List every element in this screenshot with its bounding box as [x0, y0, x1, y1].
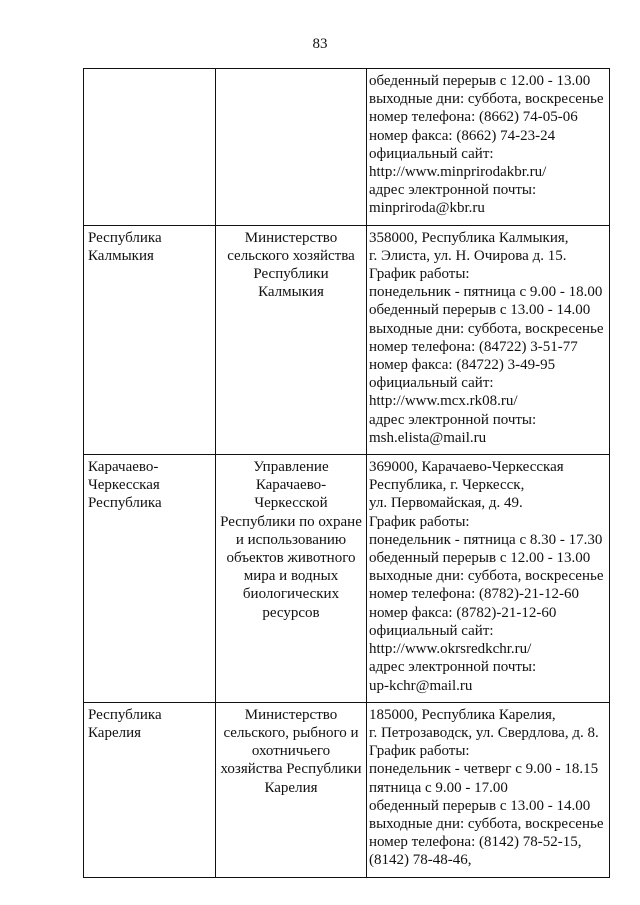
ministry-line: Республики по охране: [220, 513, 362, 530]
details-line: номер факса: (8782)-21-12-60: [369, 604, 557, 621]
ministry-line: сельского хозяйства: [227, 247, 355, 264]
ministry-cell: [216, 69, 367, 226]
details-line: up-kchr@mail.ru: [369, 677, 473, 694]
details-line: (8142) 78-48-46,: [369, 852, 472, 869]
table-row: [84, 225, 610, 454]
ministry-line: охотничьего: [251, 743, 331, 760]
details-line: http://www.okrsredkchr.ru/: [369, 641, 532, 658]
details-line: адрес электронной почты:: [369, 182, 537, 199]
details-line: выходные дни: суббота, воскресенье: [369, 320, 604, 337]
details-line: minpriroda@kbr.ru: [369, 200, 485, 217]
details-line: обеденный перерыв с 13.00 - 14.00: [369, 302, 591, 319]
region-line: Карелия: [88, 724, 142, 741]
table-row: [84, 702, 610, 877]
contacts-table: [83, 68, 610, 878]
details-line: 358000, Республика Калмыкия,: [369, 229, 569, 246]
details-line: обеденный перерыв с 12.00 - 13.00: [369, 73, 591, 89]
page-number: 83: [312, 36, 328, 52]
ministry-cell: [216, 225, 367, 454]
region-line: Республика: [88, 495, 162, 512]
ministry-line: Министерство: [244, 229, 338, 246]
details-line: понедельник - пятница с 9.00 - 18.00: [369, 284, 603, 301]
ministry-line: Карачаево-: [255, 477, 327, 494]
table-row: [84, 69, 610, 226]
details-line: г. Петрозаводск, ул. Свердлова, д. 8.: [369, 724, 599, 741]
details-line: ул. Первомайская, д. 49.: [369, 495, 523, 512]
details-cell: [367, 455, 610, 703]
region-line: Республика: [88, 229, 162, 246]
ministry-line: Министерство: [244, 706, 338, 723]
details-line: номер телефона: (8662) 74-05-06: [369, 109, 578, 126]
details-line: График работы:: [369, 513, 470, 530]
details-line: выходные дни: суббота, воскресенье: [369, 568, 604, 585]
region-line: Республика: [88, 706, 162, 723]
region-cell: [84, 455, 216, 703]
details-line: выходные дни: суббота, воскресенье: [369, 91, 604, 108]
details-line: пятница с 9.00 - 17.00: [369, 779, 508, 796]
ministry-line: Калмыкия: [258, 284, 324, 301]
details-line: номер факса: (84722) 3-49-95: [369, 357, 556, 374]
details-line: msh.elista@mail.ru: [369, 429, 487, 446]
details-line: понедельник - четверг с 9.00 - 18.15: [369, 761, 599, 778]
ministry-line: ресурсов: [262, 604, 320, 621]
details-line: понедельник - пятница с 8.30 - 17.30: [369, 531, 603, 548]
ministry-line: и использованию: [235, 531, 347, 548]
details-line: http://www.minprirodakbr.ru/: [369, 164, 547, 181]
details-line: Республика, г. Черкесск,: [369, 477, 525, 494]
details-cell: [367, 69, 610, 226]
details-line: официальный сайт:: [369, 622, 494, 639]
ministry-cell: [216, 702, 367, 877]
ministry-line: хозяйства Республики: [220, 761, 362, 778]
region-cell: [84, 702, 216, 877]
details-cell: [367, 225, 610, 454]
details-line: График работы:: [369, 266, 470, 283]
details-line: номер телефона: (84722) 3-51-77: [369, 338, 578, 355]
details-line: номер телефона: (8782)-21-12-60: [369, 586, 579, 603]
ministry-line: Черкесской: [254, 495, 328, 512]
ministry-line: Республики: [253, 266, 329, 283]
details-line: График работы:: [369, 743, 470, 760]
table-row: [84, 455, 610, 703]
details-line: официальный сайт:: [369, 145, 494, 162]
details-line: 185000, Республика Карелия,: [369, 706, 556, 723]
region-line: Калмыкия: [88, 247, 154, 264]
ministry-line: Карелия: [264, 779, 318, 796]
ministry-line: объектов животного: [226, 550, 356, 567]
details-line: адрес электронной почты:: [369, 411, 537, 428]
details-line: выходные дни: суббота, воскресенье: [369, 815, 604, 832]
region-line: Черкесская: [88, 477, 160, 494]
ministry-cell: [216, 455, 367, 703]
details-line: обеденный перерыв с 13.00 - 14.00: [369, 797, 591, 814]
details-line: 369000, Карачаево-Черкесская: [369, 459, 564, 476]
details-line: адрес электронной почты:: [369, 659, 537, 676]
table-body: [84, 69, 610, 878]
ministry-line: Управление: [253, 459, 329, 476]
details-line: номер факса: (8662) 74-23-24: [369, 127, 556, 144]
region-cell: [84, 69, 216, 226]
region-line: Карачаево-: [88, 459, 159, 476]
region-cell: [84, 225, 216, 454]
details-cell: [367, 702, 610, 877]
details-line: обеденный перерыв с 12.00 - 13.00: [369, 550, 591, 567]
ministry-line: сельского, рыбного и: [223, 724, 359, 741]
details-line: номер телефона: (8142) 78-52-15,: [369, 834, 582, 851]
details-line: официальный сайт:: [369, 375, 494, 392]
details-line: г. Элиста, ул. Н. Очирова д. 15.: [369, 247, 567, 264]
ministry-line: мира и водных: [243, 568, 339, 585]
ministry-line: биологических: [242, 586, 340, 603]
details-line: http://www.mcx.rk08.ru/: [369, 393, 518, 410]
